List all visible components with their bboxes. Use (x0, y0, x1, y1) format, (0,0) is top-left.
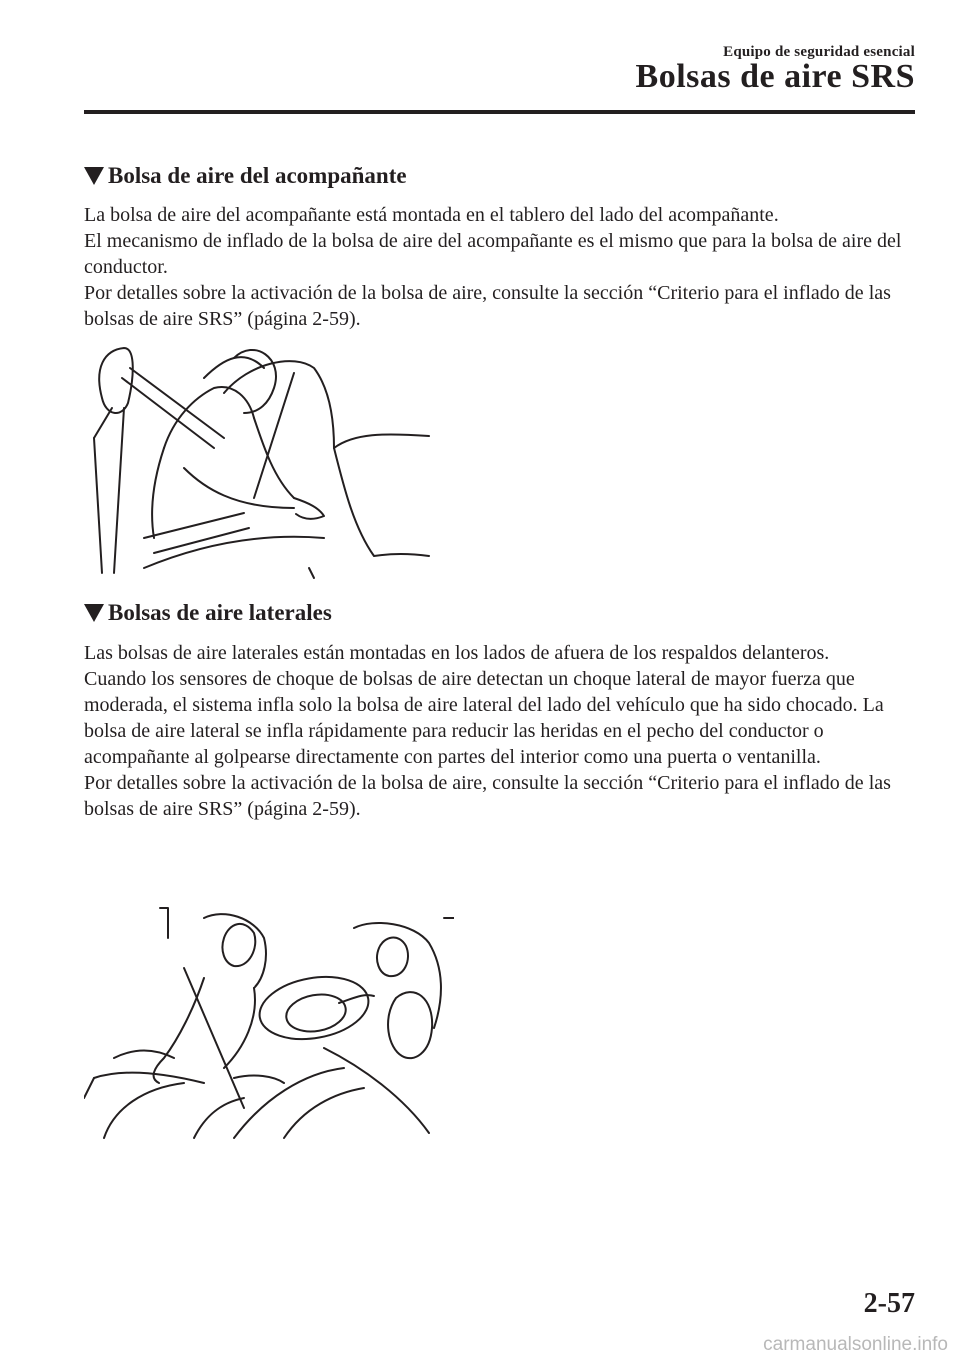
paragraph: La bolsa de aire del acompañante está montada en el tablero del lado del acompañante. (84, 204, 779, 226)
header-divider (84, 110, 915, 114)
passenger-airbag-illustration (84, 338, 434, 583)
paragraph: Las bolsas de aire laterales están montadas en los lados de afuera de los respaldos delanteros. (84, 642, 830, 664)
section-heading-side-airbags (84, 600, 332, 626)
triangle-bullet-icon (84, 167, 104, 185)
section-body-passenger-airbag (84, 202, 924, 332)
page-number: 2-57 (863, 1288, 915, 1319)
section-heading-passenger-airbag (84, 163, 407, 189)
paragraph: Cuando los sensores de choque de bolsas de aire detectan un choque lateral de mayor fuerza que moderada, el sistema infla solo la bolsa de aire lateral del lado del vehículo que ha sido chocado. La bolsa de aire lateral se infla rápidamente para reducir las heridas en el pecho del conductor o acompañante al golpearse directamente con partes del interior como una puerta o ventanilla. (84, 668, 884, 768)
paragraph: Por detalles sobre la activación de la bolsa de aire, consulte la sección “Criterio para el inflado de las bolsas de aire SRS” (página 2-59). (84, 772, 891, 820)
paragraph: El mecanismo de inflado de la bolsa de aire del acompañante es el mismo que para la bolsa de aire del conductor. (84, 230, 902, 278)
header-section-label: Equipo de seguridad esencial (723, 44, 915, 60)
triangle-bullet-icon (84, 604, 104, 622)
paragraph: Por detalles sobre la activación de la bolsa de aire, consulte la sección “Criterio para el inflado de las bolsas de aire SRS” (página 2-59). (84, 282, 891, 330)
section-body-side-airbags (84, 640, 924, 822)
section-heading-text: Bolsas de aire laterales (108, 600, 332, 625)
section-heading-text: Bolsa de aire del acompañante (108, 163, 407, 188)
page-title: Bolsas de aire SRS (635, 58, 915, 95)
watermark: carmanualsonline.info (763, 1334, 948, 1355)
side-airbags-illustration (84, 898, 454, 1143)
